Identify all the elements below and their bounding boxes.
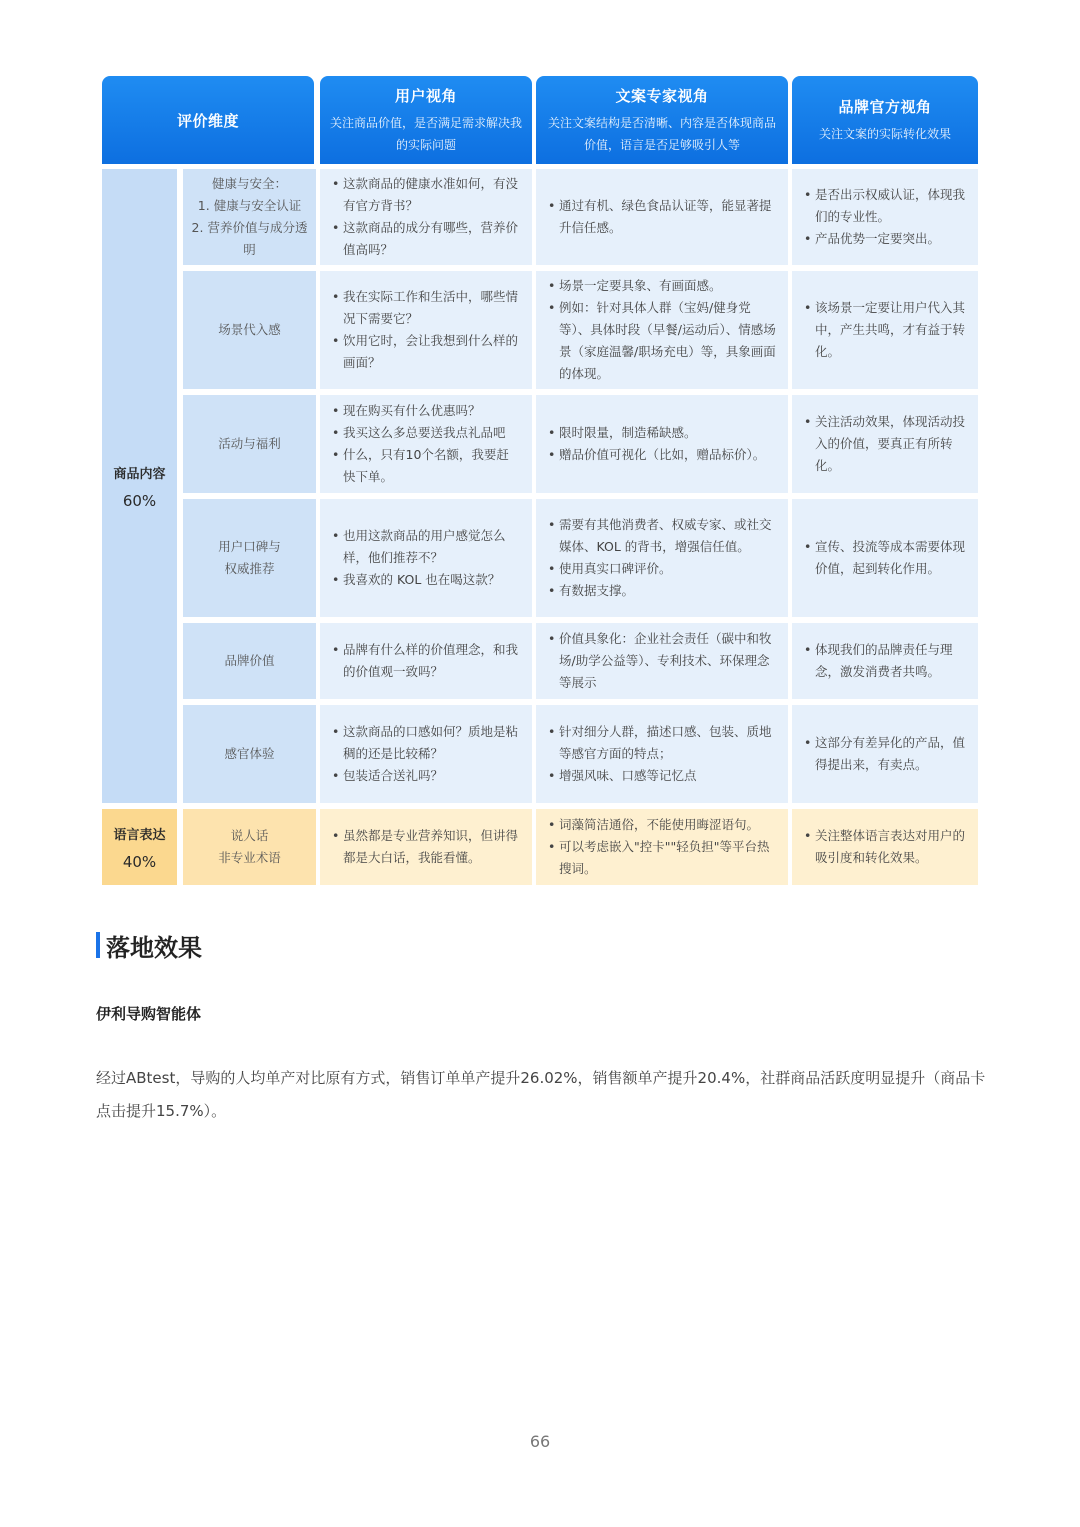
user-view-cell	[320, 623, 532, 699]
dimension-label: 品牌价值	[224, 653, 275, 668]
copywriter-view-cell	[536, 623, 788, 699]
evaluation-table	[102, 76, 978, 886]
dimension-cell	[183, 809, 316, 885]
bullet-list	[536, 814, 788, 880]
brand-view-cell	[792, 169, 978, 265]
table-row	[183, 169, 978, 265]
subheading: 伊利导购智能体	[96, 1005, 202, 1023]
table-row	[183, 705, 978, 803]
bullet-list	[792, 297, 978, 363]
dimension-label: 感官体验	[224, 746, 275, 761]
result-paragraph: 经过ABtest，导购的人均单产对比原有方式，销售订单单产提升26.02%，销售额单产提升20.4%，社群商品活跃度明显提升（商品卡点击提升15.7%）。	[96, 1069, 986, 1120]
page-number: 66	[529, 1432, 551, 1451]
header-brand	[792, 76, 978, 164]
bullet-list	[536, 514, 788, 602]
section-heading	[96, 928, 202, 962]
bullet-item: • 关注整体语言表达对用户的吸引度和转化效果。	[804, 825, 966, 869]
bullet-item: • 价值具象化：企业社会责任（碳中和牧场/助学公益等）、专利技术、环保理念等展示	[548, 628, 776, 694]
user-view-cell	[320, 499, 532, 617]
bullet-item: • 也用这款商品的用户感觉怎么样，他们推荐不？	[332, 525, 520, 569]
dimension-cell	[183, 271, 316, 389]
bullet-item: • 关注活动效果，体现活动投入的价值，要真正有所转化。	[804, 411, 966, 477]
brand-view-cell	[792, 395, 978, 493]
brand-view-cell	[792, 623, 978, 699]
bullet-list	[536, 422, 788, 466]
bullet-list	[320, 286, 532, 374]
table-row	[183, 623, 978, 699]
bullet-list	[320, 173, 532, 261]
bullet-list	[792, 825, 978, 869]
table-row	[183, 271, 978, 389]
copywriter-view-cell	[536, 499, 788, 617]
bullet-item: • 什么，只有10个名额，我要赶快下单。	[332, 444, 520, 488]
bullet-item: • 我在实际工作和生活中，哪些情况下需要它？	[332, 286, 520, 330]
bullet-item: • 包装适合送礼吗？	[332, 765, 520, 787]
user-view-cell	[320, 271, 532, 389]
table-row	[183, 809, 978, 885]
dimension-label: 健康与安全： 1. 健康与安全认证 2. 营养价值与成分透明	[191, 176, 308, 257]
bullet-list	[320, 639, 532, 683]
bullet-list	[792, 536, 978, 580]
bullet-item: • 体现我们的品牌责任与理念，激发消费者共鸣。	[804, 639, 966, 683]
bullet-item: • 有数据支撑。	[548, 580, 776, 602]
table-row	[183, 395, 978, 493]
user-view-cell	[320, 395, 532, 493]
bullet-list	[792, 411, 978, 477]
bullet-item: • 使用真实口碑评价。	[548, 558, 776, 580]
bullet-item: • 可以考虑嵌入"控卡""轻负担"等平台热搜词。	[548, 836, 776, 880]
bullet-item: • 通过有机、绿色食品认证等，能显著提升信任感。	[548, 195, 776, 239]
bullet-item: • 是否出示权威认证，体现我们的专业性。	[804, 184, 966, 228]
copywriter-view-cell	[536, 271, 788, 389]
bullet-item: • 虽然都是专业营养知识，但讲得都是大白话，我能看懂。	[332, 825, 520, 869]
brand-view-cell	[792, 809, 978, 885]
dimension-label: 场景代入感	[218, 322, 281, 337]
bullet-item: • 饮用它时，会让我想到什么样的画面？	[332, 330, 520, 374]
dimension-label: 说人话 非专业术语	[218, 828, 281, 865]
brand-view-cell	[792, 499, 978, 617]
header-subtitle: 关注文案的实际转化效果	[818, 126, 951, 141]
header-subtitle: 关注商品价值，是否满足需求解决我的实际问题	[330, 115, 523, 152]
copywriter-view-cell	[536, 809, 788, 885]
bullet-list	[320, 825, 532, 869]
bullet-list	[792, 184, 978, 250]
dimension-label: 活动与福利	[218, 436, 281, 451]
bullet-list	[320, 721, 532, 787]
dimension-cell	[183, 499, 316, 617]
bullet-item: • 这部分有差异化的产品，值得提出来，有卖点。	[804, 732, 966, 776]
header-subtitle: 关注文案结构是否清晰、内容是否体现商品价值，语言是否足够吸引人等	[547, 115, 776, 152]
user-view-cell	[320, 169, 532, 265]
category-percent: 60%	[122, 491, 157, 510]
header-title: 评价维度	[176, 111, 239, 130]
header-dimension	[102, 76, 314, 164]
bullet-item: • 需要有其他消费者、权威专家、或社交媒体、KOL 的背书，增强信任值。	[548, 514, 776, 558]
dimension-cell	[183, 705, 316, 803]
header-title: 用户视角	[394, 86, 457, 105]
bullet-list	[792, 639, 978, 683]
bullet-list	[536, 195, 788, 239]
section-title: 落地效果	[106, 933, 202, 962]
bullet-list	[320, 525, 532, 591]
bullet-item: • 这款商品的成分有哪些，营养价值高吗？	[332, 217, 520, 261]
header-title: 品牌官方视角	[838, 97, 932, 116]
bullet-item: • 现在购买有什么优惠吗？	[332, 400, 520, 422]
bullet-item: • 场景一定要具象、有画面感。	[548, 275, 776, 297]
category-name: 商品内容	[113, 466, 166, 482]
dimension-cell	[183, 395, 316, 493]
bullet-item: • 词藻简洁通俗，不能使用晦涩语句。	[548, 814, 776, 836]
bullet-item: • 我买这么多总要送我点礼品吧	[332, 422, 520, 444]
bullet-list	[536, 721, 788, 787]
bullet-list	[536, 275, 788, 385]
table-row	[183, 499, 978, 617]
category-percent: 40%	[122, 852, 157, 871]
bullet-item: • 限时限量，制造稀缺感。	[548, 422, 776, 444]
brand-view-cell	[792, 705, 978, 803]
bullet-item: • 针对细分人群，描述口感、包装、质地等感官方面的特点；	[548, 721, 776, 765]
bullet-item: • 品牌有什么样的价值理念，和我的价值观一致吗？	[332, 639, 520, 683]
user-view-cell	[320, 705, 532, 803]
header-user	[320, 76, 532, 164]
bullet-list	[792, 732, 978, 776]
dimension-cell	[183, 623, 316, 699]
bullet-list	[536, 628, 788, 694]
bullet-item: • 该场景一定要让用户代入其中，产生共鸣，才有益于转化。	[804, 297, 966, 363]
header-copywriter	[536, 76, 788, 164]
bullet-item: • 赠品价值可视化（比如，赠品标价）。	[548, 444, 776, 466]
bullet-item: • 增强风味、口感等记忆点	[548, 765, 776, 787]
copywriter-view-cell	[536, 395, 788, 493]
brand-view-cell	[792, 271, 978, 389]
bullet-item: • 我喜欢的 KOL 也在喝这款？	[332, 569, 520, 591]
bullet-item: • 这款商品的口感如何？质地是粘稠的还是比较稀？	[332, 721, 520, 765]
category-product-content	[102, 169, 177, 803]
dimension-label: 用户口碑与 权威推荐	[218, 539, 281, 576]
heading-accent-bar	[96, 932, 100, 958]
category-language	[102, 809, 177, 885]
bullet-item: • 宣传、投流等成本需要体现价值，起到转化作用。	[804, 536, 966, 580]
bullet-list	[320, 400, 532, 488]
dimension-cell	[183, 169, 316, 265]
bullet-item: • 这款商品的健康水准如何，有没有官方背书？	[332, 173, 520, 217]
header-title: 文案专家视角	[615, 86, 709, 105]
user-view-cell	[320, 809, 532, 885]
bullet-item: • 产品优势一定要突出。	[804, 228, 966, 250]
copywriter-view-cell	[536, 169, 788, 265]
bullet-item: • 例如：针对具体人群（宝妈/健身党等）、具体时段（早餐/运动后）、情感场景（家庭温馨/职场充电）等，具象画面的体现。	[548, 297, 776, 385]
copywriter-view-cell	[536, 705, 788, 803]
category-name: 语言表达	[113, 827, 166, 843]
